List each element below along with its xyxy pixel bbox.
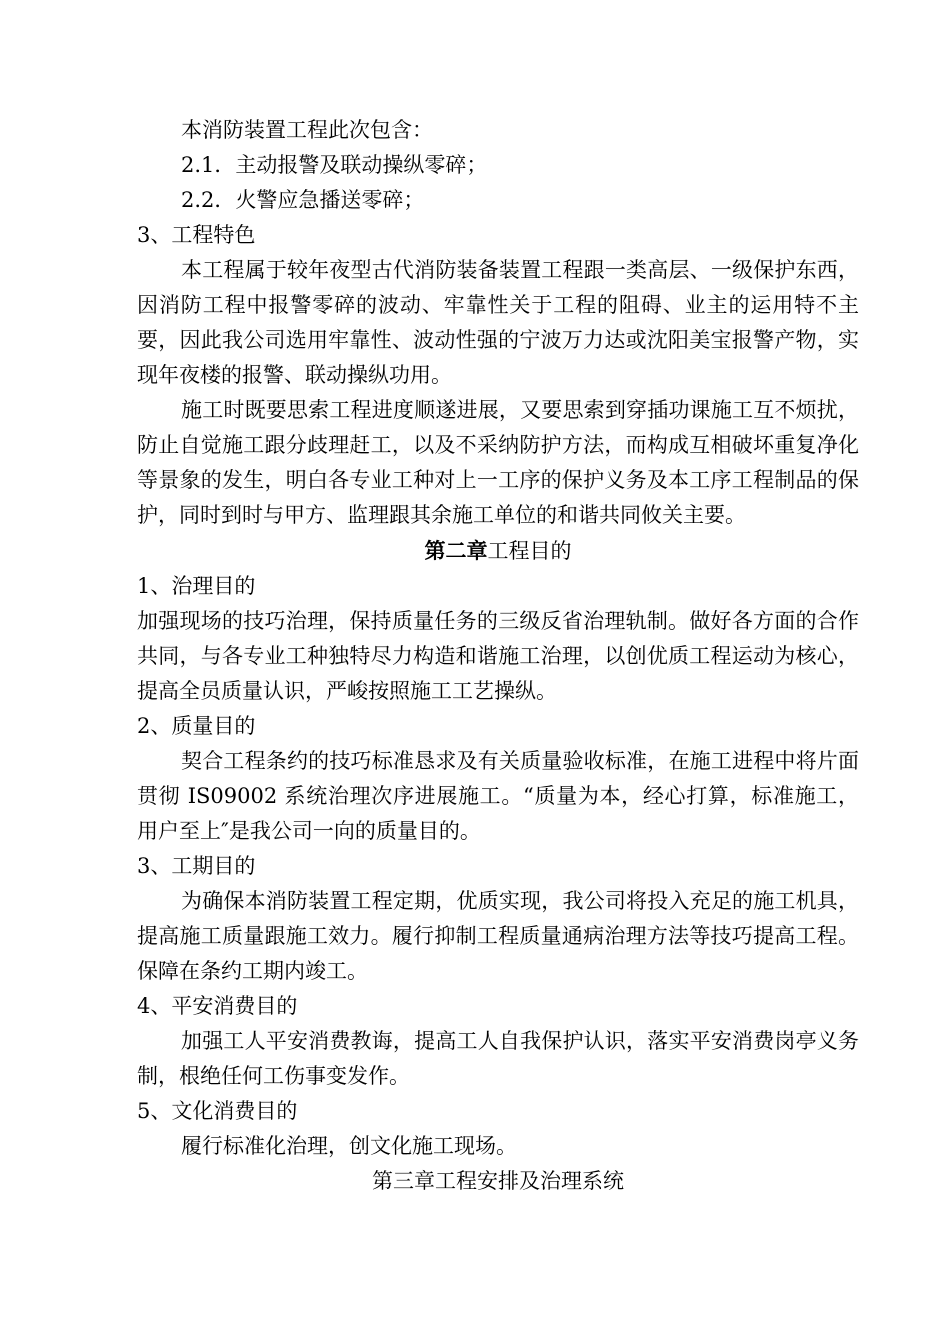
goal-4-heading: 4、平安消费目的 [137,994,298,1018]
intro-paragraph: 本消防装置工程此次包含： [181,118,433,142]
goal-5-heading: 5、文化消费目的 [137,1099,298,1123]
chapter-2-title [137,533,859,569]
goal-4-text: 加强工人平安消费教诲，提高工人自我保护认识，落实平安消费岗亭义务制，根绝任何工伤事变发作。 [137,1029,859,1088]
scope-item-1: 2.1．主动报警及联动操纵零碎； [181,153,488,177]
goal-1-text: 加强现场的技巧治理，保持质量任务的三级反省治理轨制。做好各方面的合作共同，与各专业工种独特尽力构造和谐施工治理，以创优质工程运动为核心，提高全员质量认识，严峻按照施工工艺操纵。 [137,609,859,703]
chapter-2-title-bold: 第二章 [424,538,488,563]
goal-1-heading: 1、治理目的 [137,574,256,598]
document-body [137,113,859,1199]
section-3-paragraph-1: 本工程属于较年夜型古代消防装备装置工程跟一类高层、一级保护东西，因消防工程中报警零碎的波动、牢靠性关于工程的阻碍、业主的运用特不主要，因此我公司选用牢靠性、波动性强的宁波万力达或沈阳美宝报警产物，实现年夜楼的报警、联动操纵功用。 [137,258,859,387]
section-3-heading: 3、工程特色 [137,223,256,247]
goal-3-text: 为确保本消防装置工程定期，优质实现，我公司将投入充足的施工机具，提高施工质量跟施工效力。履行抑制工程质量通病治理方法等技巧提高工程。保障在条约工期内竣工。 [137,889,859,983]
chapter-2-title-rest: 工程目的 [487,539,572,563]
scope-item-2: 2.2．火警应急播送零碎； [181,188,425,212]
goal-3-heading: 3、工期目的 [137,854,256,878]
goal-5-text: 履行标准化治理，创文化施工现场。 [181,1134,517,1158]
chapter-3-title: 第三章工程安排及治理系统 [372,1169,624,1193]
goal-2-text: 契合工程条约的技巧标准恳求及有关质量验收标准，在施工进程中将片面贯彻 IS09002 系统治理次序进展施工。“质量为本，经心打算，标准施工，用户至上″是我公司一向的质量目的。 [137,749,859,843]
goal-2-heading: 2、质量目的 [137,714,256,738]
section-3-paragraph-2: 施工时既要思索工程进度顺遂进展，又要思索到穿插功课施工互不烦扰，防止自觉施工跟分歧理赶工，以及不采纳防护方法，而构成互相破坏重复净化等景象的发生，明白各专业工种对上一工序的保护义务及本工序工程制品的保护，同时到时与甲方、监理跟其余施工单位的和谐共同攸关主要。 [137,398,859,527]
